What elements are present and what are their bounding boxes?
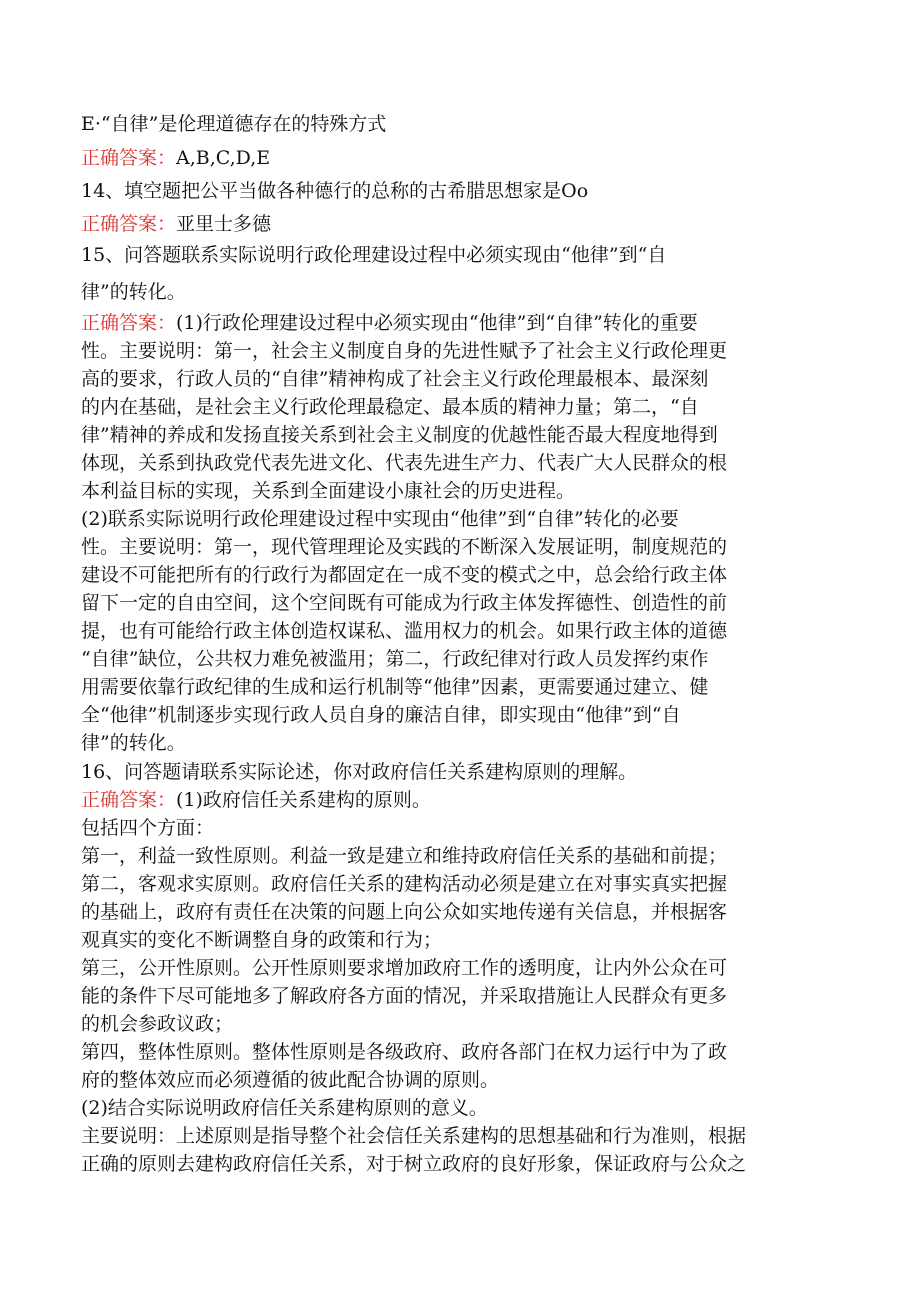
answer-text: 亚里士多德	[176, 213, 272, 235]
text-line: 高的要求，行政人员的“自律”精神构成了社会主义行政伦理最根本、最深刻	[81, 368, 709, 390]
text-line: 的内在基础，是社会主义行政伦理最稳定、最本质的精神力量；第二，“自	[81, 396, 699, 418]
option-e-text: E·“自律”是伦理道德存在的特殊方式	[81, 113, 387, 135]
question-15: 15、问答题联系实际说明行政伦理建设过程中必须实现由“他律”到“自	[81, 244, 667, 266]
question-14: 14、填空题把公平当做各种德行的总称的古希腊思想家是Oo	[81, 180, 589, 202]
question-16: 16、问答题请联系实际论述，你对政府信任关系建构原则的理解。	[81, 761, 638, 783]
answer-line-q13	[81, 144, 270, 172]
answer-label: 正确答案：	[81, 147, 177, 169]
text-line: 第四，整体性原则。整体性原则是各级政府、政府各部门在权力运行中为了政	[81, 1041, 728, 1063]
text-line: 正确的原则去建构政府信任关系，对于树立政府的良好形象，保证政府与公众之	[81, 1153, 747, 1175]
text-line: 体现，关系到执政党代表先进文化、代表先进生产力、代表广大人民群众的根	[81, 452, 728, 474]
text-line: 第三，公开性原则。公开性原则要求增加政府工作的透明度，让内外公众在可	[81, 957, 728, 979]
text-line: 第一，利益一致性原则。利益一致是建立和维持政府信任关系的基础和前提；	[81, 845, 728, 867]
answer-text: A,B,C,D,E	[176, 147, 271, 169]
answer-label: 正确答案：	[81, 312, 177, 334]
text-line: 性。主要说明：第一，现代管理理论及实践的不断深入发展证明，制度规范的	[81, 536, 728, 558]
text-line: (2)联系实际说明行政伦理建设过程中实现由“他律”到“自律”转化的必要	[81, 508, 679, 530]
text-line: 府的整体效应而必须遵循的彼此配合协调的原则。	[81, 1069, 500, 1091]
text-line: 主要说明：上述原则是指导整个社会信任关系建构的思想基础和行为准则，根据	[81, 1125, 747, 1147]
text-line: 的基础上，政府有责任在决策的问题上向公众如实地传递有关信息，并根据客	[81, 901, 728, 923]
text-line: 用需要依靠行政纪律的生成和运行机制等“他律”因素，更需要通过建立、健	[81, 676, 709, 698]
text-line: 能的条件下尽可能地多了解政府各方面的情况，并采取措施让人民群众有更多	[81, 985, 728, 1007]
answer-line-q16	[81, 786, 431, 814]
text-line: 本利益目标的实现，关系到全面建设小康社会的历史进程。	[81, 480, 576, 502]
text-line: 第二，客观求实原则。政府信任关系的建构活动必须是建立在对事实真实把握	[81, 873, 728, 895]
text-line: 提，也有可能给行政主体创造权谋私、滥用权力的机会。如果行政主体的道德	[81, 620, 728, 642]
text-line: 律”的转化。	[81, 732, 186, 754]
text-line: “自律”缺位，公共权力难免被滥用；第二，行政纪律对行政人员发挥约束作	[81, 648, 709, 670]
text-line: 律”精神的养成和发扬直接关系到社会主义制度的优越性能否最大程度地得到	[81, 424, 718, 446]
text-line: 的机会参政议政；	[81, 1013, 234, 1035]
answer-text: (1)行政伦理建设过程中必须实现由“他律”到“自律”转化的重要	[176, 312, 698, 334]
text-line: 性。主要说明：第一，社会主义制度自身的先进性赋予了社会主义行政伦理更	[81, 340, 728, 362]
answer-line-q15	[81, 309, 698, 337]
text-line: 全“他律”机制逐步实现行政人员自身的廉洁自律，即实现由“他律”到“自	[81, 704, 681, 726]
answer-label: 正确答案：	[81, 789, 177, 811]
text-line: 建设不可能把所有的行政行为都固定在一成不变的模式之中，总会给行政主体	[81, 564, 728, 586]
answer-line-q14	[81, 210, 271, 238]
text-line: 观真实的变化不断调整自身的政策和行为；	[81, 929, 443, 951]
text-line: (2)结合实际说明政府信任关系建构原则的意义。	[81, 1097, 488, 1119]
text-line: 包括四个方面：	[81, 817, 215, 839]
text-line: 留下一定的自由空间，这个空间既有可能成为行政主体发挥德性、创造性的前	[81, 592, 728, 614]
answer-text: (1)政府信任关系建构的原则。	[176, 789, 431, 811]
answer-label: 正确答案：	[81, 213, 177, 235]
question-15-cont: 律”的转化。	[81, 281, 186, 303]
